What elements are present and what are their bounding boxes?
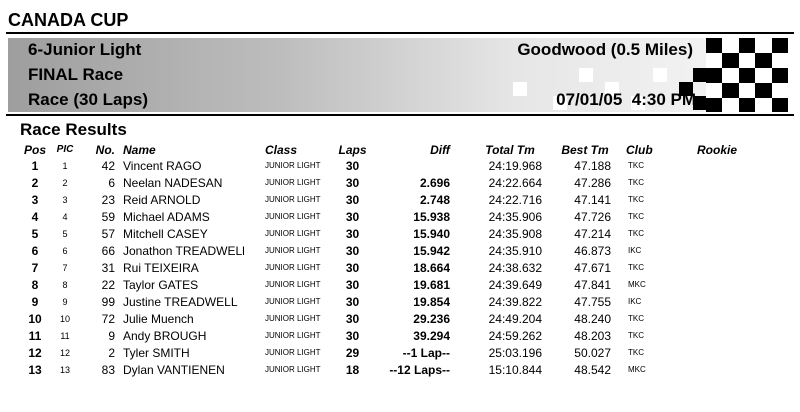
- cell-name: Tyler SMITH: [123, 346, 190, 360]
- cell-laps: 30: [345, 295, 360, 309]
- cell-total: 24:49.204: [488, 312, 542, 326]
- cell-club: TKC: [628, 314, 644, 323]
- cell-diff: 2.696: [419, 176, 450, 190]
- cell-no: 99: [101, 295, 115, 309]
- col-class: Class: [265, 143, 298, 157]
- cell-class: JUNIOR LIGHT: [265, 314, 321, 323]
- cell-total: 15:10.844: [488, 363, 542, 377]
- cell-pos: 6: [31, 244, 39, 258]
- cell-diff: 29.236: [413, 312, 450, 326]
- cell-name: Michael ADAMS: [123, 210, 210, 224]
- cell-club: TKC: [628, 178, 644, 187]
- cell-name: Taylor GATES: [123, 278, 199, 292]
- cell-pic: 12: [59, 348, 70, 358]
- table-row: [0, 192, 800, 209]
- table-row: [0, 226, 800, 243]
- race-time: 4:30 PM: [631, 90, 696, 109]
- col-rookie: Rookie: [697, 143, 738, 157]
- col-club: Club: [626, 143, 653, 157]
- cell-pos: 5: [31, 227, 39, 241]
- cell-laps: 30: [345, 278, 360, 292]
- cell-best: 50.027: [574, 346, 611, 360]
- cell-pos: 7: [31, 261, 39, 275]
- cell-pic: 7: [62, 263, 68, 273]
- race-date: 07/01/05: [556, 90, 623, 109]
- cell-laps: 30: [345, 210, 360, 224]
- cell-diff: 2.748: [419, 193, 450, 207]
- cell-no: 31: [101, 261, 115, 275]
- cell-pos: 9: [31, 295, 39, 309]
- cell-no: 42: [101, 159, 115, 173]
- cell-diff: --1 Lap--: [402, 346, 450, 360]
- cell-laps: 18: [345, 363, 360, 377]
- cell-diff: 18.664: [413, 261, 450, 275]
- cell-best: 47.188: [574, 159, 611, 173]
- race-datetime: [556, 90, 696, 110]
- col-no: No.: [95, 143, 115, 157]
- cell-laps: 30: [345, 176, 360, 190]
- cell-club: TKC: [628, 161, 644, 170]
- col-pos: Pos: [23, 143, 46, 157]
- cell-pic: 6: [62, 246, 68, 256]
- cell-total: 24:35.906: [488, 210, 542, 224]
- race-banner: [8, 38, 788, 112]
- col-name: Name: [123, 143, 156, 157]
- cell-pos: 3: [31, 193, 39, 207]
- cell-name: Julie Muench: [123, 312, 194, 326]
- cell-total: 24:59.262: [488, 329, 542, 343]
- table-row: [0, 209, 800, 226]
- cell-name: Jonathon TREADWELl: [123, 244, 245, 258]
- table-row: [0, 294, 800, 311]
- cell-diff: 19.681: [413, 278, 450, 292]
- table-row: [0, 311, 800, 328]
- cell-pos: 13: [28, 363, 42, 377]
- cell-total: 24:35.908: [488, 227, 542, 241]
- cell-best: 46.873: [574, 244, 611, 258]
- track-name: Goodwood (0.5 Miles): [517, 40, 693, 59]
- cell-class: JUNIOR LIGHT: [265, 365, 321, 374]
- cell-class: JUNIOR LIGHT: [265, 161, 321, 170]
- cell-no: 9: [108, 329, 115, 343]
- cell-best: 47.286: [574, 176, 611, 190]
- cell-club: TKC: [628, 331, 644, 340]
- cell-class: JUNIOR LIGHT: [265, 229, 321, 238]
- table-row: [0, 328, 800, 345]
- table-row: [0, 260, 800, 277]
- section-title: Race Results: [20, 120, 127, 139]
- cell-diff: 15.942: [413, 244, 450, 258]
- cell-no: 2: [108, 346, 115, 360]
- cell-club: IKC: [628, 246, 642, 255]
- cell-no: 57: [101, 227, 115, 241]
- table-row: [0, 175, 800, 192]
- cell-diff: 15.938: [413, 210, 450, 224]
- cell-laps: 29: [345, 346, 360, 360]
- cell-best: 47.214: [574, 227, 611, 241]
- cell-total: 24:22.716: [488, 193, 542, 207]
- cell-laps: 30: [345, 193, 360, 207]
- cell-pos: 11: [28, 329, 42, 343]
- cell-club: TKC: [628, 348, 644, 357]
- table-body: [0, 158, 800, 379]
- cell-no: 66: [101, 244, 115, 258]
- cell-pic: 3: [62, 195, 68, 205]
- cell-laps: 30: [345, 244, 360, 258]
- class-line: 6-Junior Light: [28, 40, 142, 59]
- cell-name: Vincent RAGO: [123, 159, 202, 173]
- cell-pic: 5: [62, 229, 68, 239]
- event-title: CANADA CUP: [8, 10, 129, 30]
- cell-pic: 9: [62, 297, 68, 307]
- cell-class: JUNIOR LIGHT: [265, 246, 321, 255]
- cell-no: 59: [101, 210, 115, 224]
- race-line: Race (30 Laps): [28, 90, 148, 109]
- cell-laps: 30: [345, 159, 360, 173]
- cell-class: JUNIOR LIGHT: [265, 263, 321, 272]
- cell-total: 24:19.968: [488, 159, 542, 173]
- cell-name: Andy BROUGH: [123, 329, 207, 343]
- cell-club: TKC: [628, 195, 644, 204]
- cell-diff: 15.940: [413, 227, 450, 241]
- cell-best: 48.240: [574, 312, 611, 326]
- table-row: [0, 277, 800, 294]
- cell-name: Reid ARNOLD: [123, 193, 201, 207]
- cell-pos: 8: [31, 278, 39, 292]
- table-header: [0, 142, 800, 158]
- table-row: [0, 345, 800, 362]
- cell-pic: 2: [62, 178, 68, 188]
- cell-laps: 30: [345, 329, 360, 343]
- cell-club: IKC: [628, 297, 642, 306]
- cell-no: 6: [108, 176, 115, 190]
- col-best: Best Tm: [561, 143, 609, 157]
- cell-club: MKC: [628, 280, 646, 289]
- cell-diff: --12 Laps--: [389, 363, 450, 377]
- cell-no: 83: [101, 363, 115, 377]
- cell-total: 25:03.196: [488, 346, 542, 360]
- cell-class: JUNIOR LIGHT: [265, 195, 321, 204]
- col-pic: PIC: [56, 144, 74, 155]
- cell-pic: 11: [60, 331, 70, 341]
- checkered-flag-icon: [706, 38, 788, 112]
- cell-pos: 12: [28, 346, 42, 360]
- cell-class: JUNIOR LIGHT: [265, 178, 321, 187]
- table-row: [0, 158, 800, 175]
- cell-club: TKC: [628, 229, 644, 238]
- cell-class: JUNIOR LIGHT: [265, 212, 321, 221]
- cell-best: 47.141: [574, 193, 611, 207]
- cell-best: 47.755: [574, 295, 611, 309]
- cell-class: JUNIOR LIGHT: [265, 331, 321, 340]
- cell-pic: 8: [62, 280, 68, 290]
- cell-no: 22: [101, 278, 115, 292]
- cell-total: 24:22.664: [488, 176, 542, 190]
- cell-diff: 39.294: [413, 329, 450, 343]
- cell-name: Justine TREADWELL: [123, 295, 238, 309]
- session-line: FINAL Race: [28, 65, 124, 84]
- cell-pos: 10: [28, 312, 42, 326]
- cell-best: 48.203: [574, 329, 611, 343]
- cell-best: 47.841: [574, 278, 611, 292]
- cell-diff: 19.854: [413, 295, 450, 309]
- cell-name: Rui TEIXEIRA: [123, 261, 199, 275]
- col-total: Total Tm: [485, 143, 535, 157]
- cell-pos: 4: [31, 210, 39, 224]
- cell-name: Dylan VANTIENEN: [123, 363, 225, 377]
- cell-best: 48.542: [574, 363, 611, 377]
- cell-class: JUNIOR LIGHT: [265, 348, 321, 357]
- divider-bottom: [6, 114, 794, 116]
- cell-total: 24:39.649: [488, 278, 542, 292]
- cell-class: JUNIOR LIGHT: [265, 280, 321, 289]
- results-table: [0, 142, 800, 379]
- cell-name: Mitchell CASEY: [123, 227, 208, 241]
- cell-best: 47.726: [574, 210, 611, 224]
- cell-no: 23: [101, 193, 115, 207]
- cell-pos: 2: [31, 176, 39, 190]
- table-row: [0, 243, 800, 260]
- cell-pic: 10: [59, 314, 70, 324]
- cell-club: TKC: [628, 263, 644, 272]
- cell-total: 24:35.910: [488, 244, 542, 258]
- cell-pic: 1: [62, 161, 68, 171]
- cell-club: TKC: [628, 212, 644, 221]
- col-diff: Diff: [430, 143, 450, 157]
- table-row: [0, 362, 800, 379]
- cell-pos: 1: [31, 159, 39, 173]
- cell-club: MKC: [628, 365, 646, 374]
- cell-name: Neelan NADESAN: [123, 176, 223, 190]
- cell-laps: 30: [345, 261, 360, 275]
- divider-top: [6, 32, 794, 34]
- cell-laps: 30: [345, 227, 360, 241]
- col-laps: Laps: [338, 143, 367, 157]
- cell-pic: 4: [62, 212, 68, 222]
- cell-total: 24:38.632: [488, 261, 542, 275]
- cell-class: JUNIOR LIGHT: [265, 297, 321, 306]
- cell-best: 47.671: [574, 261, 611, 275]
- cell-laps: 30: [345, 312, 360, 326]
- cell-no: 72: [101, 312, 115, 326]
- cell-pic: 13: [59, 365, 70, 375]
- cell-total: 24:39.822: [488, 295, 542, 309]
